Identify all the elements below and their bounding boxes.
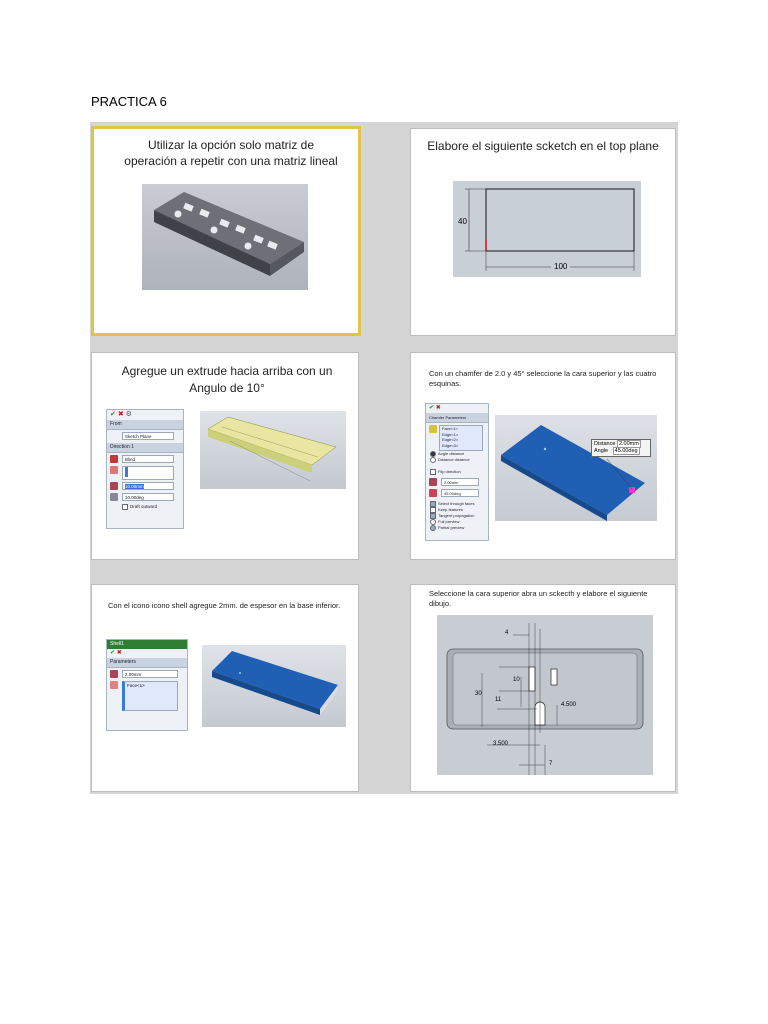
faces-icon <box>110 681 118 689</box>
dimension-width: 100 <box>551 262 570 271</box>
angle-icon <box>429 489 437 497</box>
cancel-icon[interactable]: ✖ <box>116 650 122 656</box>
slide-sorter <box>90 122 678 794</box>
angle-input[interactable]: 45.00deg <box>441 489 479 497</box>
direction-section: Direction 1 <box>107 443 183 453</box>
faces-to-remove-list[interactable] <box>122 681 178 711</box>
slide-4-text: Con un chamfer de 2.0 y 45° seleccione la cara superior y las cuatro esquinas. <box>429 369 657 388</box>
dimension-30: 30 <box>475 691 482 697</box>
option-label: Tangent propagation <box>438 513 475 519</box>
list-item[interactable]: Edge<1> <box>442 431 459 437</box>
end-condition-select[interactable]: Blind <box>122 455 174 463</box>
depth-icon <box>110 482 118 490</box>
depth-input[interactable]: 10.00mm <box>122 482 174 490</box>
ok-icon[interactable]: ✔ <box>110 411 116 418</box>
chamfer-tooltip <box>591 439 651 457</box>
flip-direction-label: Flip direction <box>438 469 461 475</box>
dimension-7: 7 <box>549 761 553 767</box>
extrude-property-pane <box>106 409 184 529</box>
cancel-icon[interactable]: ✖ <box>435 405 441 411</box>
slide-3[interactable] <box>91 352 359 560</box>
distance-icon <box>429 478 437 486</box>
flip-direction-checkbox[interactable] <box>430 469 436 475</box>
direction-field[interactable] <box>122 466 174 480</box>
option-label: Select through faces <box>438 501 475 507</box>
distance-input[interactable]: 2.00mm <box>441 478 479 486</box>
tooltip-angle-label: Angle <box>594 448 609 454</box>
option-label: Keep features <box>438 507 463 513</box>
draft-outward-label: Draft outward <box>130 504 158 510</box>
edges-icon <box>429 425 437 433</box>
direction-arrow-icon <box>110 466 118 474</box>
list-item[interactable]: Edge<2> <box>442 437 459 442</box>
draft-angle-input[interactable]: 10.00deg <box>122 493 174 501</box>
thickness-input[interactable]: 2.00mm <box>122 670 178 678</box>
reverse-direction-icon[interactable] <box>110 455 118 463</box>
draft-outward-checkbox[interactable] <box>122 504 128 510</box>
tooltip-distance-label: Distance <box>594 441 616 447</box>
extrude-preview-image <box>200 411 346 489</box>
sketch-image <box>453 181 641 277</box>
dimension-3500: 3.500 <box>493 741 509 747</box>
tooltip-distance-value[interactable]: 2.00mm <box>618 441 639 447</box>
tooltip-angle-value[interactable]: 45.00deg <box>614 448 638 454</box>
dimension-4-top: 4 <box>505 630 509 636</box>
slide-1[interactable] <box>91 126 361 336</box>
detail-icon[interactable]: ⚙ <box>125 411 132 418</box>
option-label: Partial preview <box>438 525 465 531</box>
slide-3-text: Agregue un extrude hacia arriba con un Angulo de 10° <box>121 364 333 395</box>
part-image <box>142 184 308 290</box>
slide-2-text: Elabore el siguiente scketch en el top plane <box>427 139 659 153</box>
chamfer-preview-image <box>495 415 657 521</box>
dimension-11: 11 <box>495 697 502 703</box>
slide-5-text: Con el icono icono shell agregue 2mm. de espesor en la base inferior. <box>108 601 341 610</box>
selection-list[interactable] <box>439 425 483 451</box>
angle-distance-label: Angle distance <box>438 451 465 457</box>
option-label: Full preview <box>438 519 460 525</box>
list-item[interactable]: Face<1> <box>127 683 145 688</box>
from-section: From <box>107 420 183 430</box>
chamfer-parameters-header: Chamfer Parameters <box>426 413 488 423</box>
slide-6-text: Seleccione la cara superior abra un sckecth y elabore el siguiente dibujo. <box>429 589 648 608</box>
dimension-height: 40 <box>458 217 467 226</box>
dimension-4500: 4.500 <box>561 702 577 708</box>
parameters-section: Parameters <box>107 658 187 668</box>
distance-distance-label: Distance distance <box>438 457 470 463</box>
thickness-icon <box>110 670 118 678</box>
slide-1-text: Utilizar la opción solo matriz de operación a repetir con una matriz lineal <box>124 138 338 168</box>
dimension-10: 10 <box>513 677 520 683</box>
slide-6[interactable] <box>410 584 676 792</box>
from-select[interactable]: Sketch Plane <box>122 432 174 440</box>
shell-preview-image <box>202 645 346 727</box>
partial-preview-radio[interactable] <box>430 525 436 531</box>
ok-icon[interactable]: ✔ <box>110 650 116 656</box>
distance-distance-radio[interactable] <box>430 457 436 463</box>
slide-4[interactable] <box>410 352 676 560</box>
ok-icon[interactable]: ✔ <box>429 405 435 411</box>
slide-2[interactable] <box>410 128 676 336</box>
slide-5[interactable] <box>91 584 359 792</box>
draft-icon[interactable] <box>110 493 118 501</box>
sketch-drawing-image <box>437 615 653 775</box>
list-item[interactable]: Face<1> <box>442 426 458 431</box>
page-title: PRACTICA 6 <box>91 94 167 109</box>
list-item[interactable]: Edge<3> <box>442 442 459 448</box>
shell-title: Shell1 <box>110 641 124 647</box>
chamfer-property-pane <box>425 403 489 541</box>
cancel-icon[interactable]: ✖ <box>117 411 124 418</box>
shell-title-bar <box>107 640 187 649</box>
shell-property-pane <box>106 639 188 731</box>
